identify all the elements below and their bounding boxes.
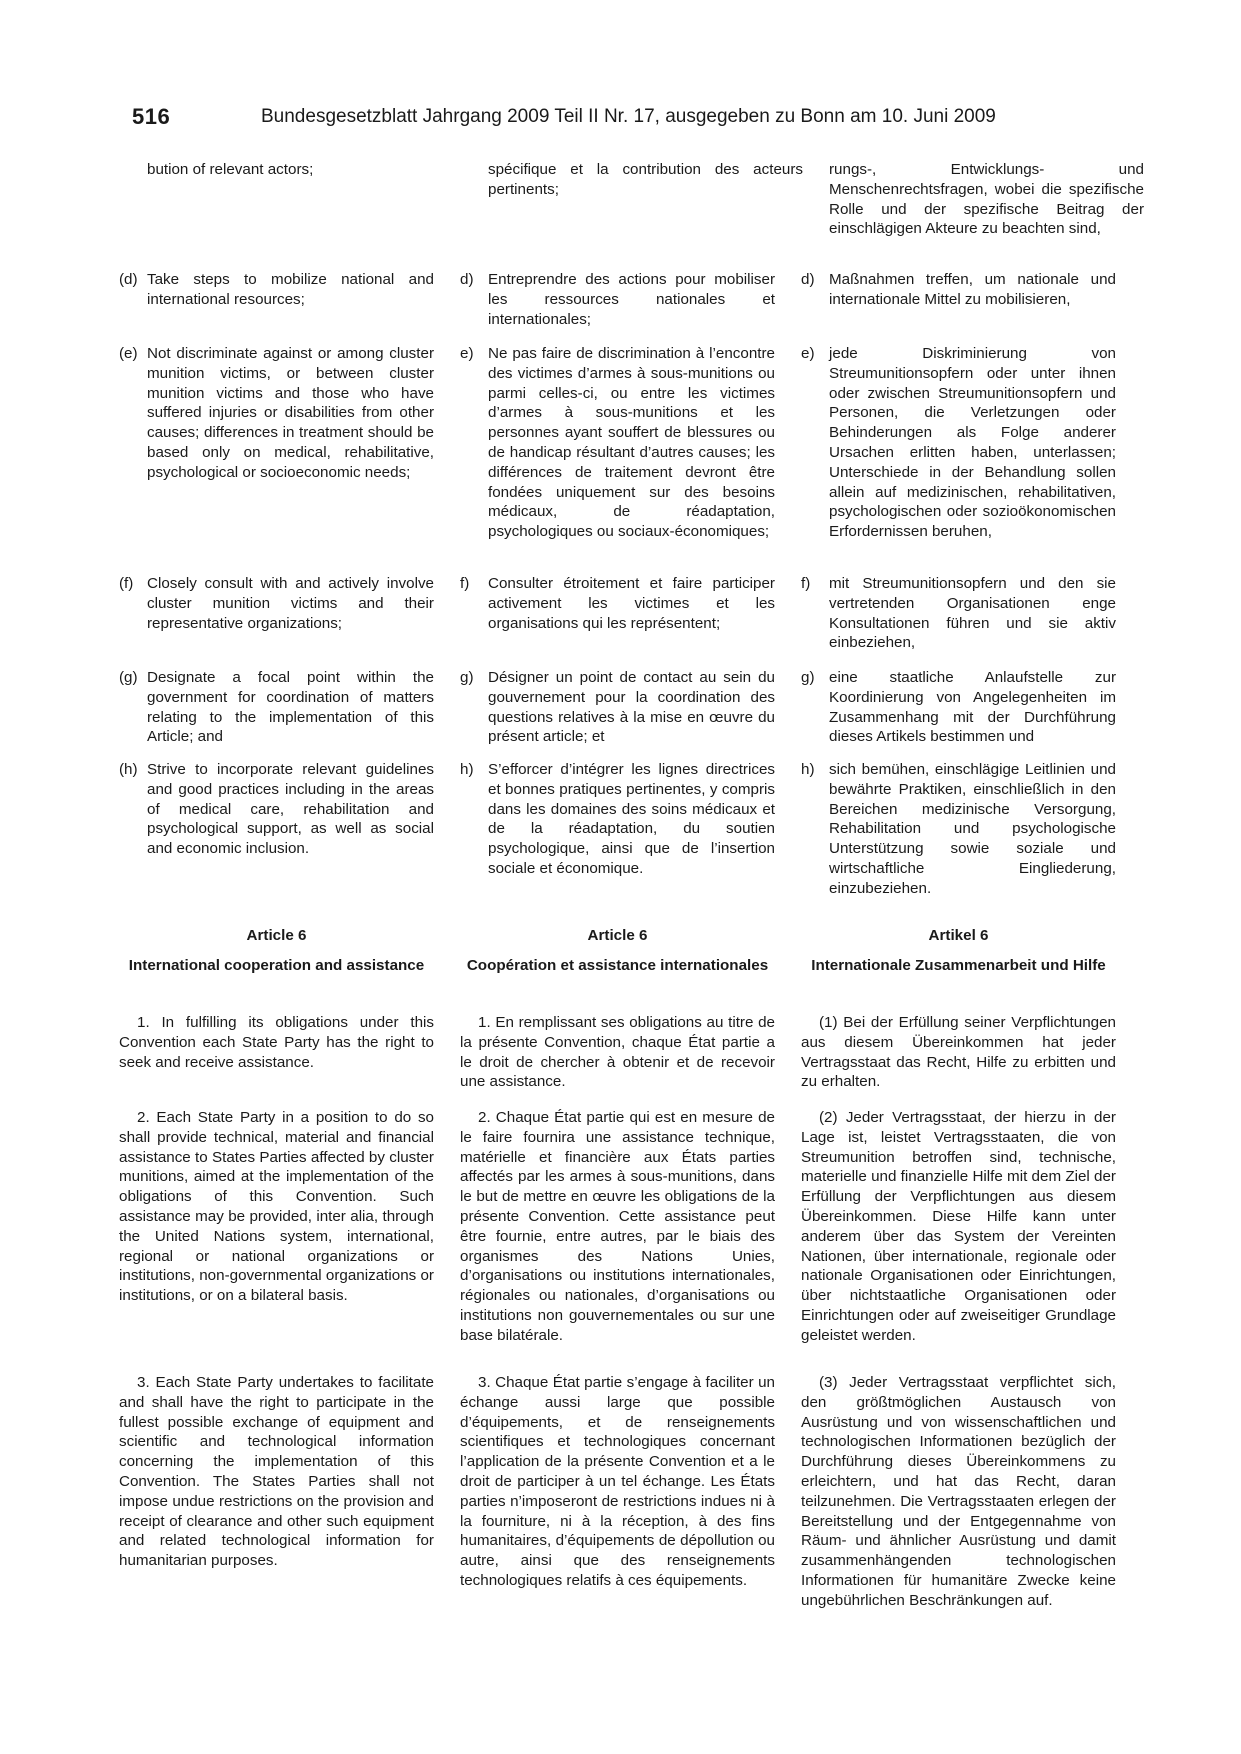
running-header: Bundesgesetzblatt Jahrgang 2009 Teil II Nr. 17, ausgegeben zu Bonn am 10. Juni 2009 (261, 106, 996, 127)
article-number: Artikel 6 (928, 927, 989, 944)
item-label: e) (460, 345, 474, 362)
item-text: Strive to incorporate relevant guidelines and good practices including in the areas of medical care, rehabilitation and psychological support, as well as social and economic inclusion. (147, 761, 434, 858)
item-label: d) (460, 271, 474, 288)
continuation-de: rungs-, Entwicklungs- und Menschenrechtsfragen, wobei die spezifische Rolle und der spezifische Beitrag der einschlägigen Akteure zu beachten sind, (829, 161, 1144, 238)
paragraph-en: 3. Each State Party undertakes to facilitate and shall have the right to participate in the fullest possible exchange of equipment and scientific and technological information concerning the implementation of this Convention. The States Parties shall not impose undue restrictions on the provision and receipt of clearance and other such equipment and related technological information for humanitarian purposes. (119, 1374, 434, 1570)
list-item-de (801, 668, 1116, 747)
item-text: S’efforcer d’intégrer les lignes directrices et bonnes pratiques pertinentes, y compris dans les domaines des soins médicaux et de la réadaptation, du soutien psychologique, ainsi que de l’insertion sociale et économique. (488, 761, 775, 877)
item-label: (h) (119, 761, 138, 778)
list-item-de (801, 270, 1116, 310)
item-label: (f) (119, 575, 134, 592)
list-item-de (801, 574, 1116, 653)
list-item-fr (460, 574, 775, 633)
list-item-en (119, 668, 434, 747)
item-text: jede Diskriminierung von Streumunitionsopfern oder unter ihnen oder zwischen Streumunitionsopfern und Personen, die Verletzungen oder Behinderungen als Folge anderer Ursachen erlitten haben, unterlassen; Unterschiede in der Behandlung sollen allein auf medizinischen, rehabilitativen, psychologischen oder sozioökonomischen Erfordernissen beruhen, (829, 345, 1116, 541)
paragraph-de: (2) Jeder Vertragsstaat, der hierzu in der Lage ist, leistet Vertragsstaaten, die von Streumunition betroffen sind, technische, materielle und finanzielle Hilfe mit dem Ziel der Erfüllung der Verpflichtungen aus diesem Übereinkommen. Diese Hilfe kann unter anderem über das System der Vereinten Nationen, über internationale, regionale oder nationale Organisationen oder Einrichtungen, über nichtstaatliche Organisationen oder Einrichtungen oder auf zweiseitiger Grundlage geleistet werden. (801, 1109, 1116, 1344)
item-label: g) (460, 669, 474, 686)
item-text: Entreprendre des actions pour mobiliser les ressources nationales et internationales; (488, 271, 775, 328)
item-label: g) (801, 669, 815, 686)
list-item-en (119, 760, 434, 859)
item-text: mit Streumunitionsopfern und den sie vertretenden Organisationen enge Konsultationen führen und sie aktiv einbeziehen, (829, 575, 1116, 652)
article-heading-fr (460, 926, 775, 976)
item-text: Designate a focal point within the government for coordination of matters relating to the implementation of this Article; and (147, 669, 434, 746)
article-heading-de (801, 926, 1116, 976)
item-text: Take steps to mobilize national and international resources; (147, 271, 434, 308)
paragraph-fr: 2. Chaque État partie qui est en mesure de le faire fournira une assistance technique, matérielle et financière aux États parties affectés par les armes à sous-munitions, dans le but de mettre en œuvre les obligations de la présente Convention. Cette assistance peut être fournie, entre autres, par le biais des organismes des Nations Unies, d’organisations ou institutions internationales, régionales ou nationales, d’organisations ou institutions non gouvernementales ou sur une base bilatérale. (460, 1109, 775, 1344)
list-item-en (119, 270, 434, 310)
item-label: (e) (119, 345, 138, 362)
item-text: sich bemühen, einschlägige Leitlinien und bewährte Praktiken, einschließlich in den Bereichen medizinische Versorgung, Rehabilitation und psychologische Unterstützung sowie soziale und wirtschaftliche Eingliederung, einzubeziehen. (829, 761, 1116, 897)
article-title: International cooperation and assistance (128, 956, 425, 974)
item-label: d) (801, 271, 815, 288)
paragraph-fr: 3. Chaque État partie s’engage à faciliter un échange aussi large que possible d’équipements, et de renseignements scientifiques et technologiques concernant l’application de la présente Convention et a le droit de participer à un tel échange. Les États parties n’imposeront de restrictions indues ni à la fourniture, ni à la réception, à des fins humanitaires, d’équipements de dépollution ou autre, ainsi que des renseignements technologiques relatifs à ces équipements. (460, 1374, 775, 1589)
paragraph-de: (3) Jeder Vertragsstaat verpflichtet sich, den größtmöglichen Austausch von Ausrüstung und von wissenschaftlichen und technologischen Informationen bezüglich der Durchführung dieses Übereinkommens zu erleichtern, und hat das Recht, daran teilzunehmen. Die Vertragsstaaten erlegen der Bereitstellung und der Entgegennahme von Räum- und ähnlicher Ausrüstung und damit zusammenhängenden technologischen Informationen für humanitäre Zwecke keine ungebührlichen Beschränkungen auf. (801, 1374, 1116, 1609)
list-item-fr (460, 668, 775, 747)
item-label: e) (801, 345, 815, 362)
item-text: eine staatliche Anlaufstelle zur Koordinierung von Angelegenheiten im Zusammenhang mit der Durchführung dieses Artikels bestimmen und (829, 669, 1116, 746)
item-text: Ne pas faire de discrimination à l’encontre des victimes d’armes à sous-munitions ou parmi celles-ci, ou entre les victimes d’armes à sous-munitions et les personnes ayant souffert de blessures ou de handicap résultant d’autres causes; les différences de traitement devront être fondées uniquement sur des besoins médicaux, de réadaptation, psychologiques ou sociaux-économiques; (488, 345, 775, 541)
continuation-en: bution of relevant actors; (147, 161, 314, 178)
paragraph-en: 1. In fulfilling its obligations under this Convention each State Party has the right to seek and receive assistance. (119, 1014, 434, 1071)
item-text: Désigner un point de contact au sein du gouvernement pour la coordination des questions relatives à la mise en œuvre du présent article; et (488, 669, 775, 746)
list-item-de (801, 760, 1116, 899)
article-number: Article 6 (587, 927, 648, 944)
list-item-fr (460, 760, 775, 879)
article-title: Internationale Zusammenarbeit und Hilfe (811, 956, 1106, 974)
paragraph-de: (1) Bei der Erfüllung seiner Verpflichtungen aus diesem Übereinkommen hat jeder Vertragsstaat das Recht, Hilfe zu erbitten und zu erhalten. (801, 1014, 1116, 1091)
list-item-en (119, 344, 434, 483)
article-heading-en (119, 926, 434, 976)
list-item-en (119, 574, 434, 633)
page-number: 516 (132, 104, 171, 129)
list-item-fr (460, 270, 775, 329)
item-label: f) (801, 575, 811, 592)
list-item-fr (460, 344, 775, 542)
item-label: (d) (119, 271, 138, 288)
paragraph-fr: 1. En remplissant ses obligations au titre de la présente Convention, chaque État partie a le droit de chercher à obtenir et de recevoir une assistance. (460, 1014, 775, 1091)
item-text: Not discriminate against or among cluster munition victims, or between cluster munition victims and those who have suffered injuries or disabilities from other causes; differences in treatment should be based only on medical, rehabilitative, psychological or socioeconomic needs; (147, 345, 434, 481)
item-label: h) (801, 761, 815, 778)
article-title: Coopération et assistance internationales (466, 956, 769, 974)
item-label: h) (460, 761, 474, 778)
item-text: Maßnahmen treffen, um nationale und internationale Mittel zu mobilisieren, (829, 271, 1116, 308)
continuation-fr: spécifique et la contribution des acteurs pertinents; (488, 161, 803, 198)
list-item-de (801, 344, 1116, 542)
item-label: (g) (119, 669, 138, 686)
item-text: Consulter étroitement et faire participer activement les victimes et les organisations qui les représentent; (488, 575, 775, 632)
article-number: Article 6 (246, 927, 307, 944)
paragraph-en: 2. Each State Party in a position to do so shall provide technical, material and financial assistance to States Parties affected by cluster munitions, aimed at the implementation of the obligations of this Convention. Such assistance may be provided, inter alia, through the United Nations system, international, regional or national organizations or institutions, non-governmental organizations or institutions, or on a bilateral basis. (119, 1109, 434, 1305)
item-text: Closely consult with and actively involve cluster munition victims and their representative organizations; (147, 575, 434, 632)
item-label: f) (460, 575, 470, 592)
